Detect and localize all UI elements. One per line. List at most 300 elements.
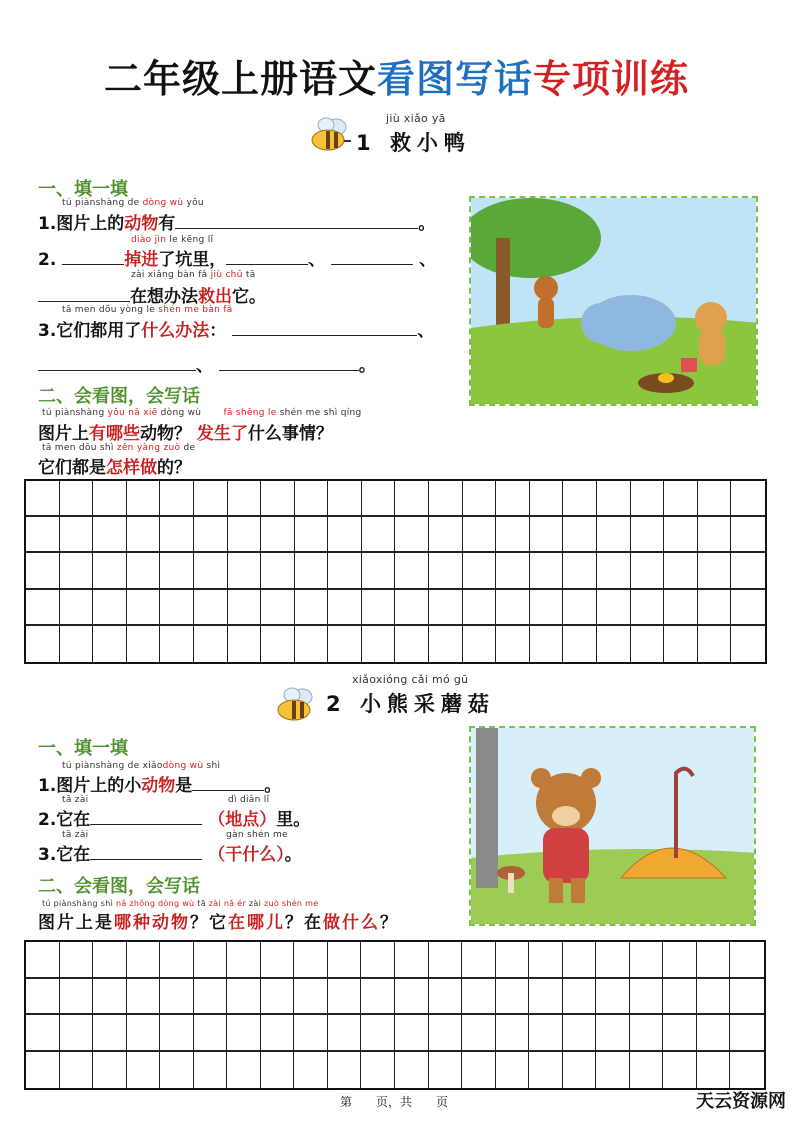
grid-cell[interactable]	[395, 1052, 429, 1089]
answer-blank[interactable]	[38, 287, 130, 302]
grid-cell[interactable]	[697, 1052, 731, 1089]
grid-cell[interactable]	[26, 626, 60, 662]
grid-cell[interactable]	[698, 590, 732, 626]
section-writing: 二、会看图，会写话	[38, 386, 200, 407]
grid-cell[interactable]	[93, 626, 127, 662]
text-segment: tú piànshàng de xiǎo	[62, 761, 163, 771]
text-segment: 掉进	[124, 250, 159, 270]
grid-cell[interactable]	[529, 1052, 563, 1089]
grid-cell[interactable]	[361, 942, 395, 979]
text-segment: 它。	[232, 287, 266, 307]
grid-cell[interactable]	[395, 942, 429, 979]
grid-cell[interactable]	[563, 626, 597, 662]
text-segment: zuò shén me	[263, 899, 319, 908]
grid-cell[interactable]	[194, 517, 228, 553]
text-segment: 是	[175, 776, 193, 796]
grid-cell[interactable]	[563, 553, 597, 589]
title-part-red: 专项训练	[533, 57, 690, 101]
text-segment: yǒu	[183, 198, 204, 208]
grid-cell[interactable]	[496, 942, 530, 979]
lesson-title	[356, 127, 471, 157]
grid-cell[interactable]	[596, 1015, 630, 1052]
answer-blank[interactable]	[90, 810, 202, 825]
text-segment: tā men dōu yòng le	[62, 305, 159, 315]
text-segment: 它们都是	[38, 458, 106, 478]
grid-cell[interactable]	[160, 517, 194, 553]
grid-cell[interactable]	[26, 1015, 60, 1052]
text-segment: ：	[209, 321, 227, 341]
text-segment: 。	[418, 214, 436, 234]
grid-cell[interactable]	[664, 553, 698, 589]
text-segment: （地点）	[208, 810, 277, 830]
text-segment: 。	[358, 356, 376, 376]
grid-cell[interactable]	[361, 1015, 395, 1052]
pinyin-line	[131, 235, 213, 245]
grid-cell[interactable]	[60, 979, 94, 1016]
grid-cell[interactable]	[395, 979, 429, 1016]
grid-cell[interactable]	[429, 553, 463, 589]
grid-cell[interactable]	[127, 942, 161, 979]
grid-cell[interactable]	[60, 1015, 94, 1052]
grid-cell[interactable]	[228, 590, 262, 626]
grid-cell[interactable]	[93, 517, 127, 553]
grid-cell[interactable]	[227, 979, 261, 1016]
text-segment: 1.	[38, 776, 57, 796]
grid-cell[interactable]	[697, 942, 731, 979]
question-3	[38, 840, 302, 865]
grid-cell[interactable]	[194, 979, 228, 1016]
grid-cell[interactable]	[194, 590, 228, 626]
grid-cell[interactable]	[295, 626, 329, 662]
text-segment: 图片上	[38, 424, 89, 444]
answer-blank[interactable]	[62, 250, 124, 265]
grid-cell[interactable]	[261, 481, 295, 517]
grid-cell[interactable]	[730, 1015, 764, 1052]
text-segment: nǎ zhǒng dòng wù	[115, 899, 195, 908]
grid-cell[interactable]	[395, 481, 429, 517]
grid-cell[interactable]	[563, 1052, 597, 1089]
text-segment: tú piànshàng de	[62, 198, 143, 208]
grid-cell[interactable]	[160, 979, 194, 1016]
answer-blank[interactable]	[226, 250, 308, 265]
grid-cell[interactable]	[194, 1052, 228, 1089]
grid-cell[interactable]	[227, 942, 261, 979]
text-segment: 有	[158, 214, 176, 234]
grid-cell[interactable]	[261, 590, 295, 626]
text-segment: 图片上的	[56, 214, 125, 234]
text-segment: dòng wù	[142, 198, 184, 208]
grid-cell[interactable]	[563, 517, 597, 553]
text-segment: 在哪儿	[228, 913, 285, 933]
grid-cell[interactable]	[60, 553, 94, 589]
grid-cell[interactable]	[127, 1052, 161, 1089]
grid-cell[interactable]	[362, 626, 396, 662]
grid-cell[interactable]	[228, 517, 262, 553]
text-segment: dòng wù	[162, 761, 204, 771]
grid-cell[interactable]	[563, 979, 597, 1016]
grid-cell[interactable]	[596, 942, 630, 979]
grid-cell[interactable]	[328, 979, 362, 1016]
grid-cell[interactable]	[93, 1015, 127, 1052]
grid-cell[interactable]	[93, 590, 127, 626]
writing-grid[interactable]	[24, 940, 766, 1090]
grid-cell[interactable]	[429, 590, 463, 626]
grid-cell[interactable]	[127, 590, 161, 626]
text-segment: 。	[264, 776, 282, 796]
grid-cell[interactable]	[630, 1052, 664, 1089]
text-segment: shén me shì qíng	[276, 408, 362, 418]
grid-cell[interactable]	[663, 1052, 697, 1089]
question-3-continued	[38, 351, 376, 376]
question-1	[38, 209, 435, 234]
grid-cell[interactable]	[698, 553, 732, 589]
grid-cell[interactable]	[463, 626, 497, 662]
grid-cell[interactable]	[60, 481, 94, 517]
grid-cell[interactable]	[160, 481, 194, 517]
grid-cell[interactable]	[429, 1052, 463, 1089]
text-segment: 什么事情？	[247, 424, 333, 444]
grid-cell[interactable]	[597, 590, 631, 626]
grid-cell[interactable]	[631, 590, 665, 626]
grid-cell[interactable]	[496, 590, 530, 626]
text-segment: 动物	[141, 776, 176, 796]
grid-cell[interactable]	[463, 481, 497, 517]
grid-cell[interactable]	[294, 942, 328, 979]
lesson-name: 救小鸭	[389, 131, 471, 155]
grid-cell[interactable]	[328, 517, 362, 553]
text-segment: 2.	[38, 810, 57, 830]
grid-cell[interactable]	[663, 1015, 697, 1052]
grid-cell[interactable]	[328, 553, 362, 589]
grid-cell[interactable]	[530, 626, 564, 662]
grid-cell[interactable]	[496, 481, 530, 517]
grid-cell[interactable]	[496, 626, 530, 662]
pinyin-line	[228, 795, 269, 805]
grid-cell[interactable]	[60, 1052, 94, 1089]
grid-cell[interactable]	[93, 942, 127, 979]
grid-cell[interactable]	[127, 517, 161, 553]
text-segment: lǐ	[260, 795, 270, 805]
page-title	[0, 48, 793, 103]
text-segment: jiù chū	[210, 270, 243, 280]
grid-cell[interactable]	[194, 553, 228, 589]
grid-cell[interactable]	[294, 1015, 328, 1052]
grid-cell[interactable]	[631, 481, 665, 517]
grid-cell[interactable]	[631, 517, 665, 553]
question-1	[38, 771, 281, 796]
grid-cell[interactable]	[496, 517, 530, 553]
grid-cell[interactable]	[160, 1015, 194, 1052]
grid-cell[interactable]	[664, 590, 698, 626]
grid-cell[interactable]	[194, 1015, 228, 1052]
grid-cell[interactable]	[26, 517, 60, 553]
grid-cell[interactable]	[328, 1052, 362, 1089]
grid-cell[interactable]	[563, 942, 597, 979]
grid-cell[interactable]	[731, 626, 765, 662]
text-segment: ？它	[190, 913, 228, 933]
grid-cell[interactable]	[361, 979, 395, 1016]
text-segment: 哪种动物	[114, 913, 190, 933]
grid-cell[interactable]	[93, 979, 127, 1016]
page-number: 第 页，共 页	[340, 1095, 449, 1109]
grid-cell[interactable]	[530, 553, 564, 589]
grid-cell[interactable]	[328, 1015, 362, 1052]
text-segment: zài	[246, 899, 264, 908]
text-segment: 在想办法	[130, 287, 198, 307]
writing-prompt	[38, 908, 399, 933]
grid-cell[interactable]	[194, 942, 228, 979]
text-segment: 它们都用了	[56, 321, 142, 341]
grid-cell[interactable]	[160, 1052, 194, 1089]
grid-cell[interactable]	[395, 1015, 429, 1052]
grid-cell[interactable]	[596, 979, 630, 1016]
grid-cell[interactable]	[328, 942, 362, 979]
grid-cell[interactable]	[127, 553, 161, 589]
grid-cell[interactable]	[530, 481, 564, 517]
text-segment: 怎样做	[106, 458, 157, 478]
grid-cell[interactable]	[160, 942, 194, 979]
grid-cell[interactable]	[227, 1052, 261, 1089]
grid-cell[interactable]	[529, 942, 563, 979]
grid-cell[interactable]	[228, 553, 262, 589]
grid-cell[interactable]	[429, 979, 463, 1016]
grid-cell[interactable]	[630, 942, 664, 979]
grid-cell[interactable]	[127, 1015, 161, 1052]
grid-cell[interactable]	[194, 481, 228, 517]
grid-cell[interactable]	[26, 1052, 60, 1089]
grid-cell[interactable]	[731, 517, 765, 553]
grid-cell[interactable]	[26, 553, 60, 589]
grid-cell[interactable]	[663, 942, 697, 979]
pinyin-line: gàn shén me	[226, 830, 288, 840]
grid-cell[interactable]	[93, 481, 127, 517]
writing-grid[interactable]	[24, 479, 767, 664]
grid-cell[interactable]	[295, 553, 329, 589]
grid-cell[interactable]	[463, 517, 497, 553]
bee-icon	[308, 117, 352, 153]
grid-cell[interactable]	[160, 626, 194, 662]
watermark-brand: 天云资源网	[696, 1091, 786, 1112]
grid-cell[interactable]	[730, 942, 764, 979]
grid-cell[interactable]	[328, 481, 362, 517]
grid-cell[interactable]	[295, 590, 329, 626]
text-segment: shén me bàn fǎ	[158, 305, 233, 315]
text-segment: 1.	[38, 214, 57, 234]
grid-cell[interactable]	[228, 626, 262, 662]
grid-cell[interactable]	[26, 979, 60, 1016]
grid-cell[interactable]	[496, 1052, 530, 1089]
grid-cell[interactable]	[730, 979, 764, 1016]
grid-cell[interactable]	[362, 590, 396, 626]
grid-cell[interactable]	[127, 979, 161, 1016]
grid-cell[interactable]	[227, 1015, 261, 1052]
grid-cell[interactable]	[93, 1052, 127, 1089]
pinyin-line	[42, 899, 318, 908]
title-part: 二年级上册语文	[103, 57, 377, 101]
grid-cell[interactable]	[261, 517, 295, 553]
grid-cell[interactable]	[698, 517, 732, 553]
grid-cell[interactable]	[530, 590, 564, 626]
grid-cell[interactable]	[697, 979, 731, 1016]
grid-cell[interactable]	[26, 590, 60, 626]
text-segment: 做什么	[323, 913, 380, 933]
text-segment: diào jìn	[131, 235, 167, 245]
grid-cell[interactable]	[697, 1015, 731, 1052]
answer-blank[interactable]	[219, 356, 359, 371]
grid-cell[interactable]	[362, 481, 396, 517]
grid-cell[interactable]	[93, 553, 127, 589]
answer-blank[interactable]	[331, 250, 413, 265]
grid-cell[interactable]	[631, 626, 665, 662]
grid-cell[interactable]	[429, 481, 463, 517]
grid-cell[interactable]	[597, 553, 631, 589]
answer-blank[interactable]	[38, 356, 196, 371]
answer-blank[interactable]	[90, 845, 202, 860]
text-segment: 、	[419, 250, 437, 270]
text-segment: zài nǎ ér	[208, 899, 247, 908]
grid-cell[interactable]	[563, 1015, 597, 1052]
grid-cell[interactable]	[127, 481, 161, 517]
grid-cell[interactable]	[26, 481, 60, 517]
lesson-name: 小熊采蘑菇	[359, 692, 495, 716]
grid-cell[interactable]	[395, 553, 429, 589]
text-segment: 3.	[38, 321, 57, 341]
grid-cell[interactable]	[462, 1015, 496, 1052]
answer-blank[interactable]	[192, 776, 264, 791]
grid-cell[interactable]	[395, 517, 429, 553]
answer-blank[interactable]	[175, 214, 418, 229]
grid-cell[interactable]	[597, 626, 631, 662]
grid-cell[interactable]	[395, 590, 429, 626]
grid-cell[interactable]	[731, 553, 765, 589]
grid-cell[interactable]	[496, 979, 530, 1016]
grid-cell[interactable]	[462, 1052, 496, 1089]
grid-cell[interactable]	[730, 1052, 764, 1089]
question-2-continued	[38, 282, 266, 307]
answer-blank[interactable]	[232, 321, 417, 336]
grid-cell[interactable]	[60, 942, 94, 979]
grid-cell[interactable]	[127, 626, 161, 662]
grid-cell[interactable]	[362, 553, 396, 589]
grid-cell[interactable]	[630, 1015, 664, 1052]
grid-cell[interactable]	[663, 979, 697, 1016]
grid-cell[interactable]	[731, 590, 765, 626]
grid-cell[interactable]	[26, 942, 60, 979]
grid-cell[interactable]	[294, 1052, 328, 1089]
grid-cell[interactable]	[596, 1052, 630, 1089]
grid-cell[interactable]	[295, 481, 329, 517]
grid-cell[interactable]	[429, 1015, 463, 1052]
grid-cell[interactable]	[664, 481, 698, 517]
grid-cell[interactable]	[463, 590, 497, 626]
lesson-title-pinyin: xiǎoxióng cǎi mó gū	[352, 673, 469, 686]
grid-cell[interactable]	[563, 590, 597, 626]
grid-cell[interactable]	[563, 481, 597, 517]
grid-cell[interactable]	[698, 626, 732, 662]
writing-prompt-1	[38, 419, 333, 444]
grid-cell[interactable]	[731, 481, 765, 517]
grid-cell[interactable]	[530, 517, 564, 553]
grid-cell[interactable]	[261, 942, 295, 979]
text-segment: 有哪些	[89, 424, 140, 444]
text-segment: dòng wù	[157, 408, 202, 418]
text-segment: tú piànshàng shì	[42, 899, 116, 908]
grid-cell[interactable]	[429, 626, 463, 662]
grid-cell[interactable]	[529, 979, 563, 1016]
picture-bear-picking-mushrooms	[469, 726, 756, 926]
grid-cell[interactable]	[362, 517, 396, 553]
grid-cell[interactable]	[463, 553, 497, 589]
lesson-number: 2	[326, 692, 347, 716]
grid-cell[interactable]	[194, 626, 228, 662]
grid-cell[interactable]	[664, 517, 698, 553]
grid-cell[interactable]	[295, 517, 329, 553]
grid-cell[interactable]	[529, 1015, 563, 1052]
grid-cell[interactable]	[630, 979, 664, 1016]
text-segment: tā men dōu shì	[42, 443, 117, 453]
grid-cell[interactable]	[228, 481, 262, 517]
grid-cell[interactable]	[496, 553, 530, 589]
pinyin-line	[62, 198, 204, 208]
text-segment: 、	[417, 321, 435, 341]
pinyin-line	[62, 305, 233, 315]
text-segment: ？在	[285, 913, 323, 933]
grid-cell[interactable]	[664, 626, 698, 662]
grid-cell[interactable]	[60, 517, 94, 553]
grid-cell[interactable]	[462, 979, 496, 1016]
grid-cell[interactable]	[698, 481, 732, 517]
grid-cell[interactable]	[160, 590, 194, 626]
pinyin-line: tā zài	[62, 795, 89, 805]
text-segment: de	[180, 443, 196, 453]
text-segment: ？	[380, 913, 399, 933]
scene-illustration	[471, 728, 756, 926]
question-2	[38, 805, 310, 830]
grid-cell[interactable]	[361, 1052, 395, 1089]
grid-cell[interactable]	[60, 626, 94, 662]
text-segment: 动物？	[140, 424, 191, 444]
grid-cell[interactable]	[429, 942, 463, 979]
grid-cell[interactable]	[261, 1015, 295, 1052]
grid-cell[interactable]	[261, 626, 295, 662]
text-segment: 动物	[124, 214, 159, 234]
grid-cell[interactable]	[261, 553, 295, 589]
grid-cell[interactable]	[328, 626, 362, 662]
text-segment: 发生了	[196, 424, 248, 444]
text-segment: 什么办法	[141, 321, 210, 341]
grid-cell[interactable]	[597, 517, 631, 553]
grid-cell[interactable]	[597, 481, 631, 517]
grid-cell[interactable]	[60, 590, 94, 626]
text-segment: 了坑里，	[158, 250, 227, 270]
grid-cell[interactable]	[294, 979, 328, 1016]
grid-cell[interactable]	[395, 626, 429, 662]
text-segment: zěn yàng zuò	[116, 443, 181, 453]
grid-cell[interactable]	[496, 1015, 530, 1052]
text-segment: yǒu nǎ xiē	[107, 408, 158, 418]
text-segment: 的？	[157, 458, 191, 478]
grid-cell[interactable]	[261, 979, 295, 1016]
grid-cell[interactable]	[328, 590, 362, 626]
grid-cell[interactable]	[462, 942, 496, 979]
grid-cell[interactable]	[261, 1052, 295, 1089]
grid-cell[interactable]	[429, 517, 463, 553]
grid-cell[interactable]	[160, 553, 194, 589]
picture-rescue-duckling	[469, 196, 758, 406]
text-segment: zài xiǎng bàn fǎ	[131, 270, 211, 280]
grid-cell[interactable]	[631, 553, 665, 589]
text-segment: 、	[196, 356, 213, 376]
